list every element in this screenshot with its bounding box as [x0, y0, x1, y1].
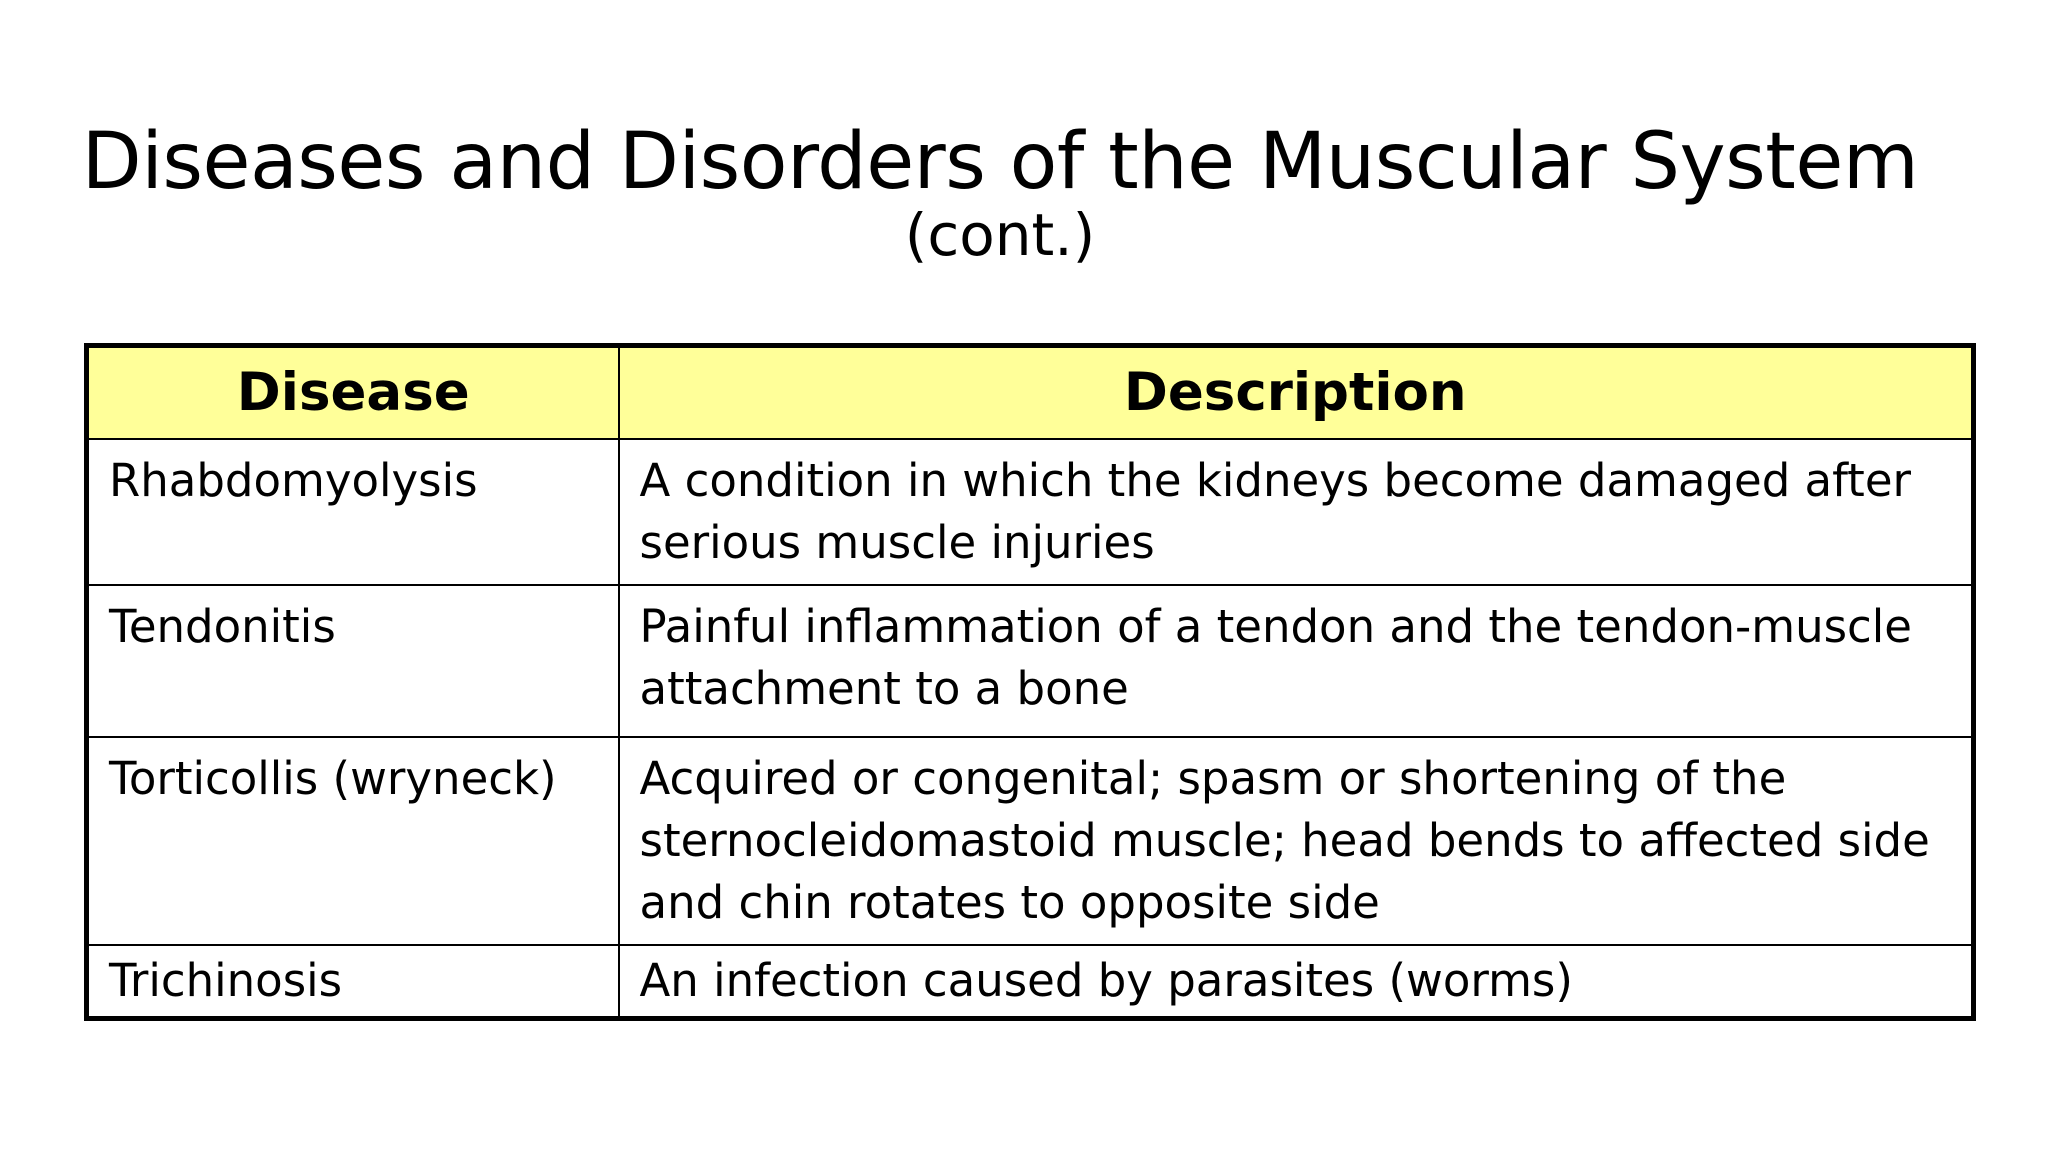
disease-table-container: [84, 343, 1976, 1021]
description-cell: Acquired or congenital; spasm or shortening of the sternocleidomastoid muscle; head bends to affected side and chin rotates to opposite side: [619, 737, 1974, 945]
slide-title: Diseases and Disorders of the Muscular System: [81, 117, 1919, 207]
table-row: [87, 439, 1974, 585]
table-header-row: [87, 346, 1974, 440]
header-disease: Disease: [87, 346, 619, 440]
slide-subtitle: (cont.): [904, 201, 1096, 270]
description-cell: Painful inflammation of a tendon and the tendon-muscle attachment to a bone: [619, 585, 1974, 737]
table-row: [87, 585, 1974, 737]
description-cell: An infection caused by parasites (worms): [619, 945, 1974, 1019]
disease-cell: Tendonitis: [87, 585, 619, 737]
header-description: Description: [619, 346, 1974, 440]
description-cell: A condition in which the kidneys become damaged after serious muscle injuries: [619, 439, 1974, 585]
disease-cell: Trichinosis: [87, 945, 619, 1019]
table-row: [87, 945, 1974, 1019]
disease-cell: Torticollis (wryneck): [87, 737, 619, 945]
disease-table: [84, 343, 1976, 1021]
disease-cell: Rhabdomyolysis: [87, 439, 619, 585]
table-row: [87, 737, 1974, 945]
title-block: [0, 117, 2000, 270]
